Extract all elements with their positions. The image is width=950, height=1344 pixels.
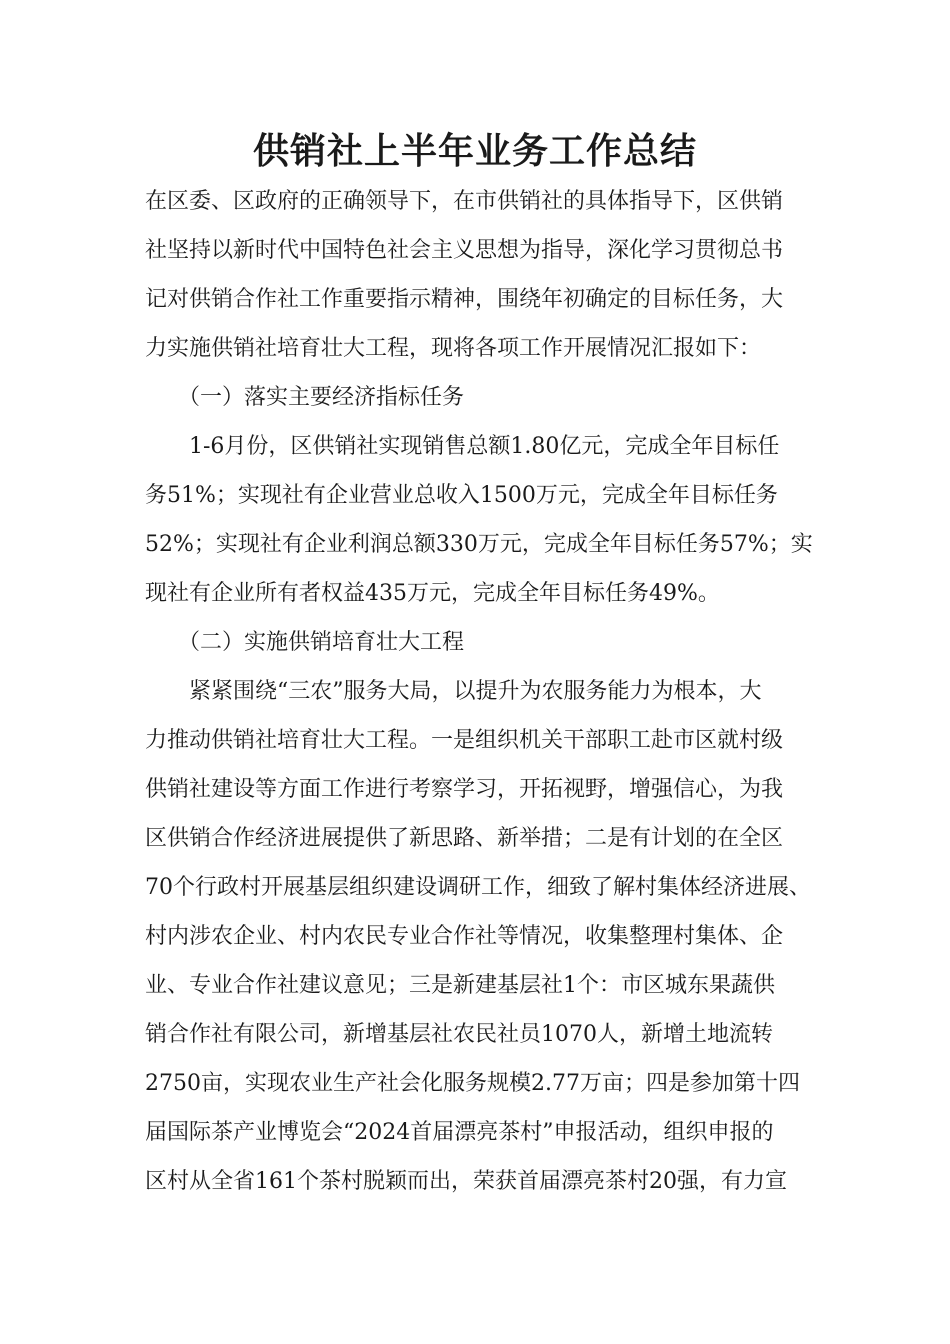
- body-line: 力实施供销社培育壮大工程，现将各项工作开展情况汇报如下：: [145, 336, 762, 361]
- body-line: 紧紧围绕“三农”服务大局，以提升为农服务能力为根本，大: [145, 679, 762, 704]
- body-line: 销合作社有限公司，新增基层社农民社员1070人，新增土地流转: [145, 1022, 773, 1047]
- body-line: 务51%；实现社有企业营业总收入1500万元，完成全年目标任务: [145, 483, 778, 508]
- body-line: 区供销合作经济进展提供了新思路、新举措；二是有计划的在全区: [145, 826, 784, 851]
- body-line: 在区委、区政府的正确领导下，在市供销社的具体指导下，区供销: [145, 189, 784, 214]
- body-line: 社坚持以新时代中国特色社会主义思想为指导，深化学习贯彻总书: [145, 238, 784, 263]
- body-line: 1-6月份，区供销社实现销售总额1.80亿元，完成全年目标任: [145, 434, 780, 459]
- body-line: 力推动供销社培育壮大工程。一是组织机关干部职工赴市区就村级: [145, 728, 784, 753]
- body-line: 现社有企业所有者权益435万元，完成全年目标任务49%。: [145, 581, 720, 606]
- section-heading: （二）实施供销培育壮大工程: [145, 630, 465, 655]
- section-heading: （一）落实主要经济指标任务: [145, 385, 465, 410]
- document-body: [145, 177, 835, 1206]
- body-line: 业、专业合作社建议意见；三是新建基层社1个：市区城东果蔬供: [145, 973, 775, 998]
- body-line: 区村从全省161个茶村脱颖而出，荣获首届漂亮茶村20强，有力宣: [145, 1169, 787, 1194]
- body-line: 记对供销合作社工作重要指示精神，围绕年初确定的目标任务，大: [145, 287, 784, 312]
- body-line: 届国际茶产业博览会“2024首届漂亮茶村”申报活动，组织申报的: [145, 1120, 774, 1145]
- body-line: 52%；实现社有企业利润总额330万元，完成全年目标任务57%；实: [145, 532, 813, 557]
- body-line: 70个行政村开展基层组织建设调研工作，细致了解村集体经济进展、: [145, 875, 811, 900]
- document-title: 供销社上半年业务工作总结: [252, 131, 697, 172]
- body-line: 2750亩，实现农业生产社会化服务规模2.77万亩；四是参加第十四: [145, 1071, 800, 1096]
- body-line: 村内涉农企业、村内农民专业合作社等情况，收集整理村集体、企: [145, 924, 784, 949]
- body-line: 供销社建设等方面工作进行考察学习，开拓视野，增强信心，为我: [145, 777, 784, 802]
